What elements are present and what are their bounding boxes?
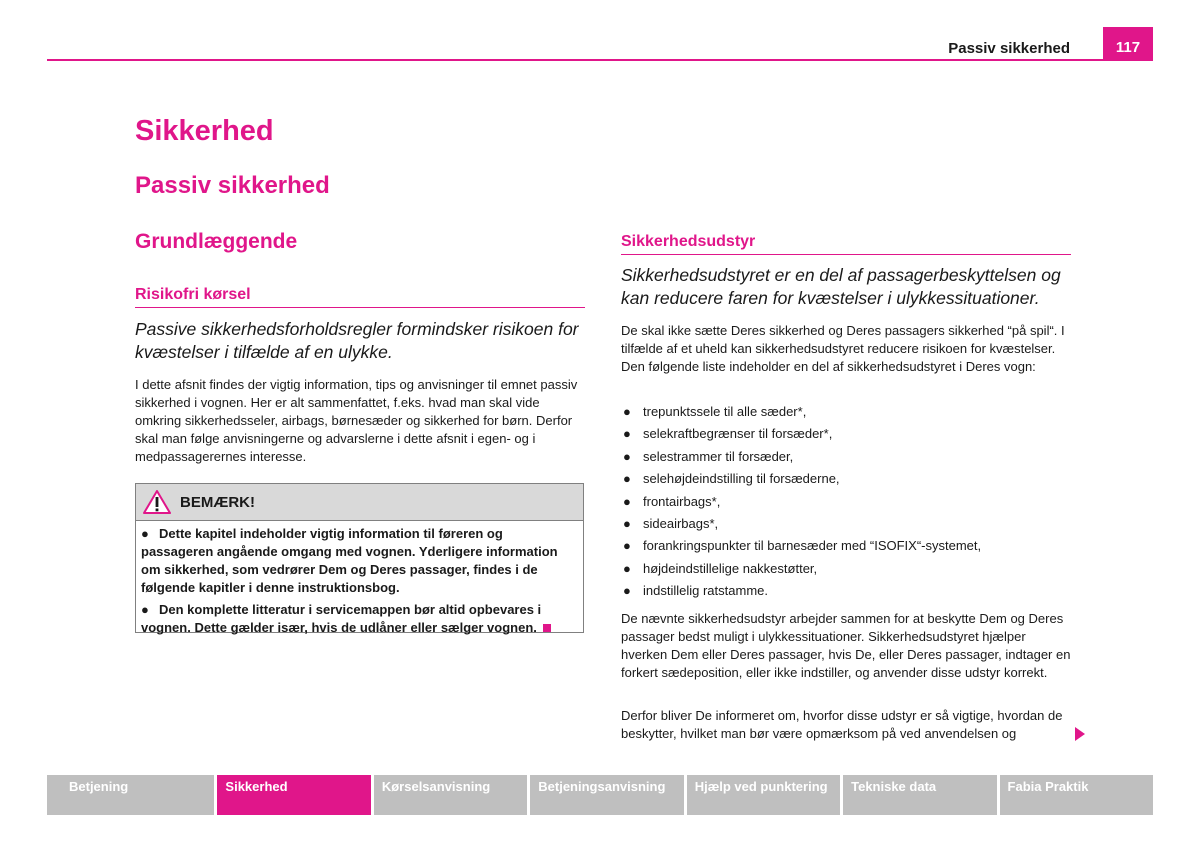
risikofri-korsel-heading: Risikofri kørsel bbox=[135, 286, 585, 308]
tab-betjeningsanvisning[interactable]: Betjeningsanvisning bbox=[530, 775, 683, 815]
list-item: ● højdeindstillelige nakkestøtter, bbox=[623, 560, 818, 576]
note-title: BEMÆRK! bbox=[180, 493, 255, 511]
bullet-icon: ● bbox=[623, 471, 631, 487]
bullet-icon: ● bbox=[623, 404, 631, 419]
continue-arrow-icon[interactable] bbox=[1075, 727, 1085, 741]
bullet-icon: ● bbox=[623, 426, 631, 442]
tab-fabia-praktik[interactable]: Fabia Praktik bbox=[1000, 775, 1153, 815]
list-item: ● sideairbags*, bbox=[623, 515, 719, 531]
right-body-text-2: De nævnte sikkerhedsudstyr arbejder sammen for at beskytte Dem og Deres passager bedst muligt i ulykkessituationer. Sikkerhedsudstyret hjælper hverken Dem eller Deres passager, hvis De, eller Deres passager, indtager en forkert sædeposition, eller ikke indstiller, og anvender disse udstyr korrekt. bbox=[621, 611, 1071, 680]
list-item: ● selekraftbegrænser til forsæder*, bbox=[623, 426, 833, 442]
footer-chapter-nav bbox=[47, 775, 1153, 815]
note-header bbox=[136, 484, 583, 521]
warning-triangle-icon bbox=[142, 489, 172, 515]
list-item: ● selestrammer til forsæder, bbox=[623, 448, 794, 464]
bullet-icon: ● bbox=[623, 493, 631, 509]
chapter-heading: Sikkerhed bbox=[135, 115, 274, 147]
tab-sikkerhed[interactable]: Sikkerhed bbox=[217, 775, 370, 815]
note-body bbox=[136, 521, 583, 637]
subsection-heading: Grundlæggende bbox=[135, 230, 298, 253]
safety-equipment-list bbox=[621, 403, 1071, 605]
list-item: ● frontairbags*, bbox=[623, 493, 721, 509]
tab-korselsanvisning[interactable]: Kørselsanvisning bbox=[374, 775, 527, 815]
bullet-icon: ● bbox=[623, 515, 631, 531]
tab-betjening[interactable]: Betjening bbox=[47, 775, 214, 815]
left-lead-text: Passive sikkerhedsforholdsregler formindsker risikoen for kvæstelser i tilfælde af en ulykke. bbox=[135, 319, 579, 362]
left-body-text: I dette afsnit findes der vigtig information, tips og anvisninger til emnet passiv sikkerhed i vognen. Her er alt sammenfattet, f.eks. hvad man skal vide omkring sikkerhedsseler, airbags, børnesæder og sikkerhed for børn. Derfor skal man følge anvisningerne og advarslerne i dette afsnit i egen- og i medpassagerernes interesse. bbox=[135, 377, 578, 464]
list-item: ● indstillelig ratstamme. bbox=[623, 583, 768, 599]
bullet-icon: ● bbox=[623, 538, 631, 554]
right-body-text-3: Derfor bliver De informeret om, hvorfor disse udstyr er så vigtige, hvordan de beskytter, hvilket man bør være opmærksom på ved anvendelsen og bbox=[621, 708, 1063, 741]
sikkerhedsudstyr-heading: Sikkerhedsudstyr bbox=[621, 233, 1071, 255]
header-rule bbox=[47, 59, 1152, 61]
list-item: ● forankringspunkter til barnesæder med “ISOFIX“-systemet, bbox=[623, 538, 982, 554]
right-lead-text: Sikkerhedsudstyret er en del af passagerbeskyttelsen og kan reducere faren for kvæstelser i ulykkessituationer. bbox=[621, 265, 1061, 308]
bullet-icon: ● bbox=[141, 526, 149, 541]
tab-tekniske-data[interactable]: Tekniske data bbox=[843, 775, 996, 815]
list-item: ● trepunktssele til alle sæder*, bbox=[623, 404, 807, 419]
page-number: 117 bbox=[1103, 27, 1153, 61]
bullet-icon: ● bbox=[623, 583, 631, 599]
bullet-icon: ● bbox=[141, 602, 149, 617]
note-item: ● Den komplette litteratur i servicemappen bør altid opbevares i vognen. Dette gælder især, hvis de udlåner eller sælger vognen. bbox=[141, 601, 578, 637]
list-item: ● selehøjdeindstilling til forsæderne, bbox=[623, 471, 840, 487]
bullet-icon: ● bbox=[623, 448, 631, 464]
right-body-text-1: De skal ikke sætte Deres sikkerhed og Deres passagers sikkerhed “på spil“. I tilfælde af et uheld kan sikkerhedsudstyret reducere risikoen for kvæstelser. Den følgende liste indeholder en del af sikkerhedsudstyret i Deres vogn: bbox=[621, 323, 1065, 374]
section-heading: Passiv sikkerhed bbox=[135, 172, 330, 199]
bullet-icon: ● bbox=[623, 560, 631, 576]
end-square-icon bbox=[543, 624, 551, 632]
note-box bbox=[135, 483, 584, 633]
note-item: ● Dette kapitel indeholder vigtig information til føreren og passageren angående omgang med vognen. Yderligere information om sikkerhed, som vedrører Dem og Deres passager, findes i de følgende kapitler i denne instruktionsbog. bbox=[141, 526, 558, 595]
running-title: Passiv sikkerhed bbox=[948, 40, 1070, 57]
tab-hjaelp-ved-punktering[interactable]: Hjælp ved punktering bbox=[687, 775, 840, 815]
